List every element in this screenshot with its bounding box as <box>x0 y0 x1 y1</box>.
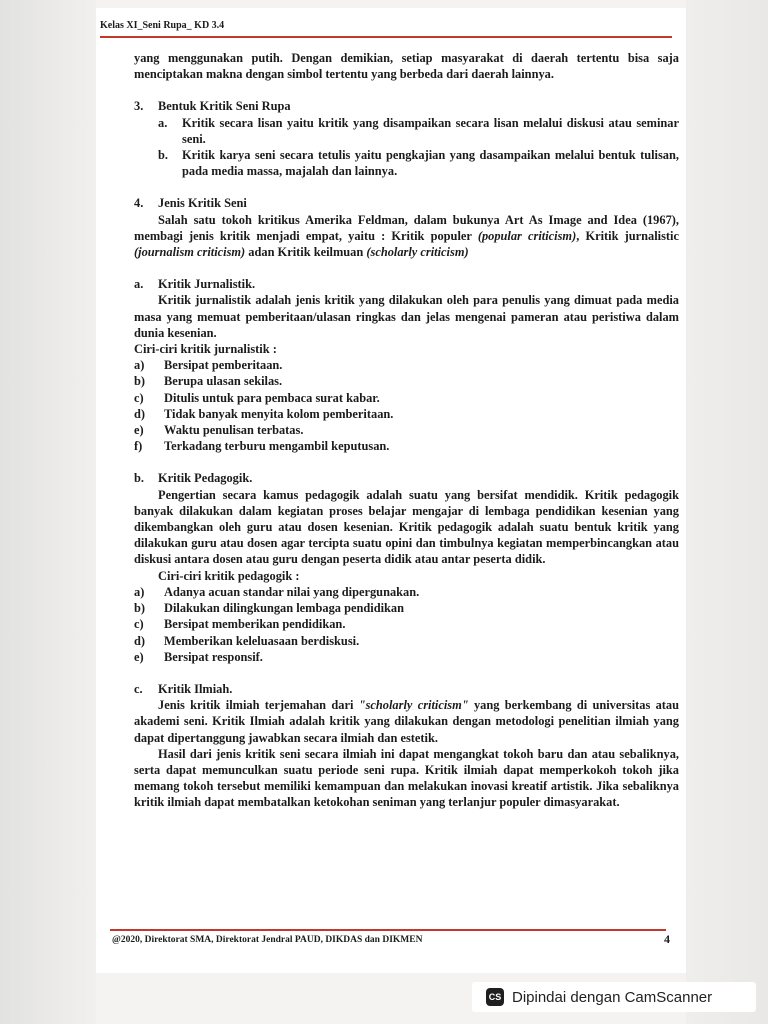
page-header: Kelas XI_Seni Rupa_ KD 3.4 <box>100 20 225 31</box>
subsection-a-heading: a. Kritik Jurnalistik. <box>134 277 256 292</box>
subsection-a-list <box>134 357 679 454</box>
list-item: c) Ditulis untuk para pembaca surat kabar. <box>134 390 380 405</box>
subsection-c-body-2: Hasil dari jenis kritik seni secara ilmiah ini dapat mengangkat tokoh baru dan atau sebaliknya, serta dapat memunculkan suatu periode seni rupa. Kritik ilmiah dapat memperkokoh tokoh jika memang tokoh tersebut memiliki kemampuan dan melakukan inovasi kreatif artistik. Jika sebaliknya kritik ilmiah dapat membatalkan ketokohan seniman yang terlanjur populer dimasyarakat. <box>134 746 679 810</box>
list-item: a) Adanya acuan standar nilai yang dipergunakan. <box>134 584 420 599</box>
subsection-b-body: Pengertian secara kamus pedagogik adalah suatu yang bersifat mendidik. Kritik pedagogik banyak dilakukan dalam kegiatan proses belajar mengajar di lembaga pendidikan kesenian yang dikembangkan oleh guru atau dosen kesenian. Kritik pedagogik adalah suatu bentuk kritik yang dilakukan guru atau dosen agar tercipta suatu opini dan timbulnya kegiatan memperbincangkan atau diskusi antara dosen atau guru dengan peserta didik atau antar peserta didik. <box>134 487 679 567</box>
section-3-item: a. Kritik secara lisan yaitu kritik yang disampaikan secara lisan melalui diskusi atau seminar seni. <box>158 115 679 146</box>
list-item: b) Dilakukan dilingkungan lembaga pendidikan <box>134 601 405 616</box>
list-item: d) Tidak banyak menyita kolom pemberitaan. <box>134 406 394 421</box>
subsection-a-body: Kritik jurnalistik adalah jenis kritik yang dilakukan oleh para penulis yang dimuat pada media masa yang memuat pemberitaan/ulasan ringkas dan jelas mengenai pameran atau peristiwa dalam dunia kesenian. <box>134 293 679 340</box>
list-item: f) Terkadang terburu mengambil keputusan. <box>134 439 390 454</box>
list-item: a) Bersipat pemberitaan. <box>134 358 283 373</box>
watermark-text: Dipindai dengan CamScanner <box>512 988 713 1006</box>
page-number: 4 <box>664 932 670 946</box>
subsection-b-heading: b. Kritik Pedagogik. <box>134 471 253 486</box>
page-footer: @2020, Direktorat SMA, Direktorat Jendral PAUD, DIKDAS dan DIKMEN <box>112 935 423 945</box>
list-item: c) Bersipat memberikan pendidikan. <box>134 617 346 632</box>
camscanner-watermark <box>472 982 756 1012</box>
subsection-c-body-1: Jenis kritik ilmiah terjemahan dari "scholarly criticism" yang berkembang di universitas atau akademi seni. Kritik Ilmiah adalah kritik yang dilakukan dengan metodologi penelitian ilmiah yang dapat dipertanggung jawabkan secara ilmiah dan estetik. <box>134 698 680 745</box>
subsection-a-ciri: Ciri-ciri kritik jurnalistik : <box>134 342 277 357</box>
section-3-heading: 3. Bentuk Kritik Seni Rupa <box>134 99 291 114</box>
list-item: e) Waktu penulisan terbatas. <box>134 423 304 438</box>
list-item: e) Bersipat responsif. <box>134 649 263 664</box>
section-4-paragraph: Salah satu tokoh kritikus Amerika Feldman, dalam bukunya Art As Image and Idea (1967), membagi jenis kritik menjadi empat, yaitu : Kritik populer (popular criticism), Kritik jurnalistic (journalism criticism) adan Kritik keilmuan (scholarly criticism) <box>134 212 680 260</box>
scan-margin-left <box>0 0 96 1024</box>
intro-paragraph: yang menggunakan putih. Dengan demikian, setiap masyarakat di daerah tertentu bisa saja menciptakan makna dengan simbol tertentu yang berbeda dari daerah lainnya. <box>134 51 679 82</box>
scan-margin-right <box>686 0 768 1024</box>
subsection-b-ciri: Ciri-ciri kritik pedagogik : <box>158 568 300 583</box>
subsection-b-list <box>134 584 679 665</box>
subsection-c-heading: c. Kritik Ilmiah. <box>134 681 233 696</box>
section-3-item: b. Kritik karya seni secara tetulis yaitu pengkajian yang dasampaikan melalui bentuk tulisan, pada media massa, majalah dan lainnya. <box>158 148 679 179</box>
camscanner-logo-icon: CS <box>486 988 504 1006</box>
list-item: d) Memberikan keleluasaan berdiskusi. <box>134 633 360 648</box>
footer-rule <box>110 929 666 931</box>
page-content <box>134 50 679 811</box>
section-4-heading: 4. Jenis Kritik Seni <box>134 196 247 211</box>
header-rule <box>100 36 672 38</box>
list-item: b) Berupa ulasan sekilas. <box>134 374 283 389</box>
